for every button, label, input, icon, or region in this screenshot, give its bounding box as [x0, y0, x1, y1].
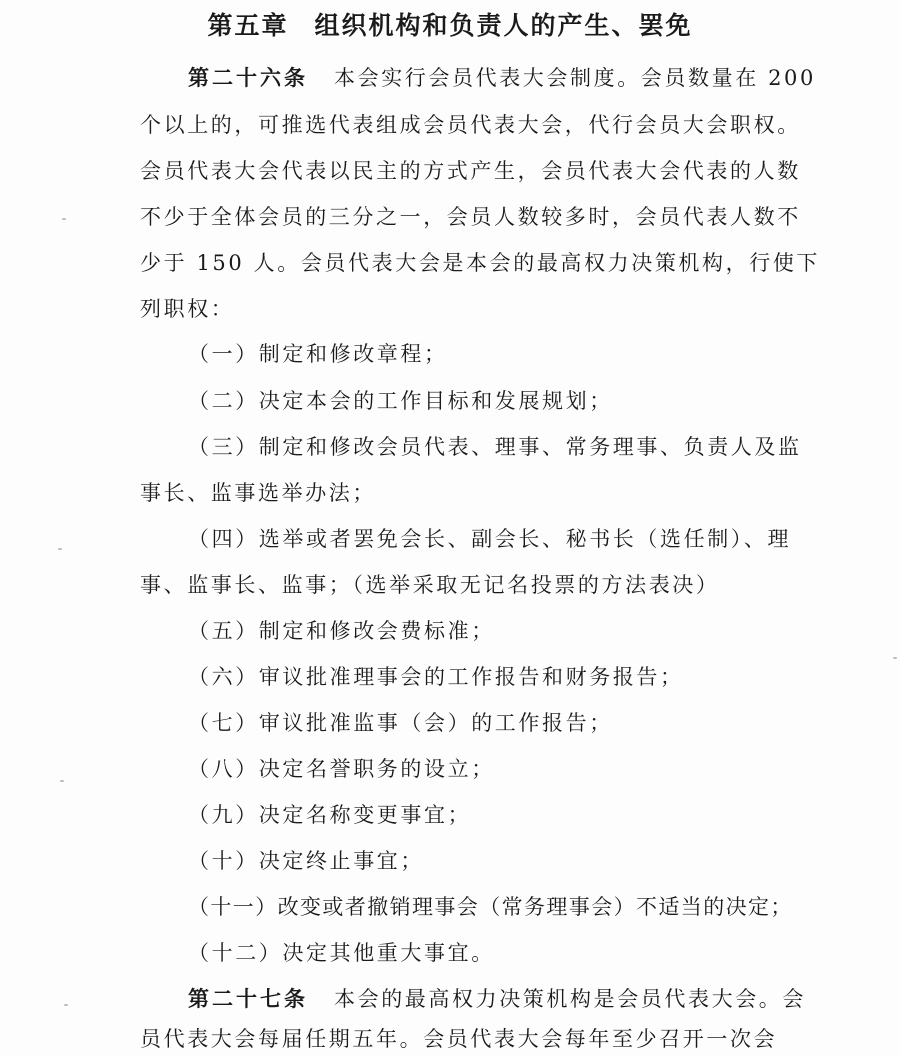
- paragraph-line: 不少于全体会员的三分之一，会员人数较多时，会员代表人数不: [140, 205, 801, 229]
- list-item: （六）审议批准理事会的工作报告和财务报告；: [188, 665, 684, 689]
- scan-speck: [62, 218, 66, 220]
- list-item: （十二）决定其他重大事宜。: [188, 941, 495, 965]
- article-27-text: 本会的最高权力决策机构是会员代表大会。会: [334, 987, 806, 1011]
- chapter-number: 第五章: [207, 11, 289, 40]
- chapter-heading: [0, 6, 900, 46]
- list-item: （一）制定和修改章程；: [188, 342, 448, 366]
- chapter-title: 组织机构和负责人的产生、罢免: [314, 11, 693, 40]
- scan-speck: [60, 780, 64, 782]
- list-item: （二）决定本会的工作目标和发展规划；: [188, 389, 613, 413]
- paragraph-line: 少于 150 人。会员代表大会是本会的最高权力决策机构，行使下: [140, 251, 821, 275]
- article-26-first-line: [0, 61, 900, 95]
- paragraph-line: 会员代表大会代表以民主的方式产生，会员代表大会代表的人数: [140, 159, 801, 183]
- scan-speck: [64, 1004, 68, 1006]
- article-27-label: 第二十七条: [188, 986, 308, 1011]
- paragraph-line: 列职权：: [140, 297, 235, 321]
- list-item: （五）制定和修改会费标准；: [188, 619, 495, 643]
- paragraph-line: 员代表大会每届任期五年。会员代表大会每年至少召开一次会: [140, 1027, 778, 1051]
- list-item: （八）决定名誉职务的设立；: [188, 757, 495, 781]
- list-item-continuation: 事、监事长、监事；（选举采取无记名投票的方法表决）: [140, 573, 720, 597]
- list-item: （七）审议批准监事（会）的工作报告；: [188, 711, 613, 735]
- article-27-first-line: [0, 982, 900, 1016]
- paragraph-line: 个以上的，可推选代表组成会员代表大会，代行会员大会职权。: [140, 113, 801, 137]
- list-item: （十一）改变或者撤销理事会（常务理事会）不适当的决定；: [188, 895, 793, 919]
- article-26-label: 第二十六条: [188, 65, 308, 90]
- scan-speck: [58, 548, 62, 550]
- list-item: （九）决定名称变更事宜；: [188, 803, 472, 827]
- article-26-text: 本会实行会员代表大会制度。会员数量在 200: [334, 66, 816, 90]
- list-item: （三）制定和修改会员代表、理事、常务理事、负责人及监: [188, 435, 802, 459]
- list-item-continuation: 事长、监事选举办法；: [140, 481, 376, 505]
- scan-speck: [893, 657, 897, 659]
- list-item: （四）选举或者罢免会长、副会长、秘书长（选任制）、理: [188, 527, 792, 551]
- list-item: （十）决定终止事宜；: [188, 849, 424, 873]
